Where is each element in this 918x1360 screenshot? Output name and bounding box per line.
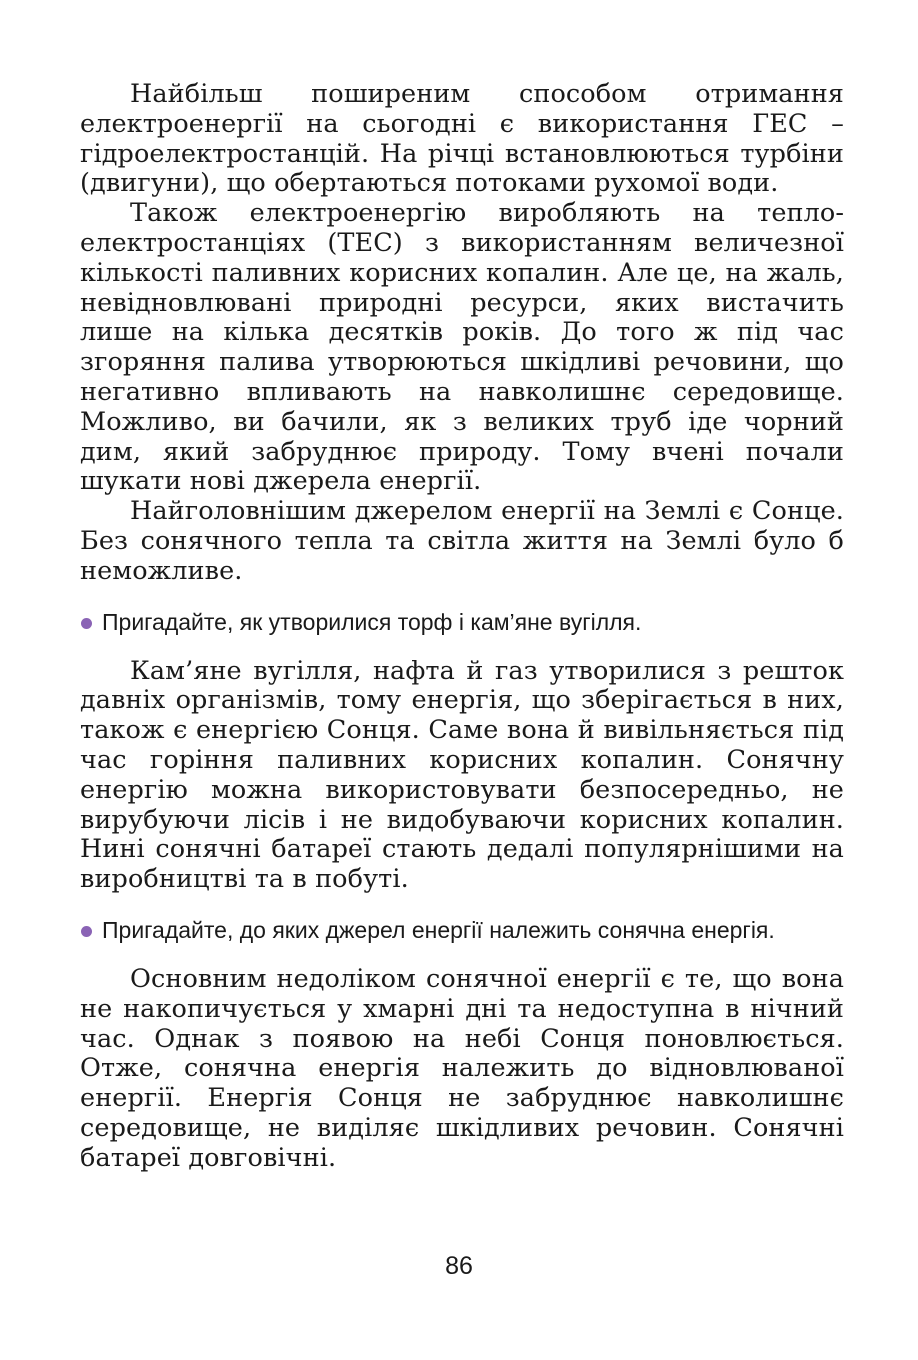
bullet-icon (81, 618, 92, 629)
paragraph-thermal: Також електроенергію виробляють на теплоелектростанціях (ТЕС) з використанням величезної кількості паливних корисних копалин. Але це, на жаль, невідновлювані природні ресурси, яких вистачить лише на кілька десятків років. До того ж під час згоряння палива утворюються шкідливі речовини, що негативно впливають на навколишнє середовище. Можливо, ви бачили, як з великих труб іде чорний дим, який забруднює природу. Тому вчені почали шукати нові джерела енергії. (80, 198, 844, 497)
paragraph-hydro: Найбільш поширеним способом отримання електроенергії на сьогодні є використання ГЕС – гідроелектростанцій. На річці встановлюються турбіни (двигуни), що обертаються потоками рухомої води. (80, 79, 844, 199)
question-text: Пригадайте, до яких джерел енергії належить сонячна енергія. (102, 916, 775, 943)
question-solar-source (80, 915, 844, 945)
page-number: 86 (445, 1252, 473, 1280)
paragraph-sun: Найголовнішим джерелом енергії на Землі є Сонце. Без сонячного тепла та світла життя на Землі було б неможливе. (80, 496, 844, 586)
paragraph-fossil: Кам’яне вугілля, нафта й газ утворилися з решток давніх організмів, тому енергія, що зберігається в них, також є енергією Сонця. Саме вона й вивільняється під час горіння паливних корисних копалин. Сонячну енергію можна використовувати безпосередньо, не вирубуючи лісів і не видобуваючи корисних копалин. Нині сонячні батареї стають дедалі популярнішими на виробництві та в побуті. (80, 655, 844, 895)
question-peat-coal (80, 607, 844, 637)
paragraph-solar-drawback: Основним недоліком сонячної енергії є те, що вона не накопичується у хмарні дні та недоступна в нічний час. Однак з появою на небі Сонця поновлюється. Отже, сонячна енергія належить до відновлюваної енергії. Енергія Сонця не забруднює навколишнє середовище, не виділяє шкідливих речовин. Сонячні батареї довговічні. (80, 963, 844, 1173)
question-text: Пригадайте, як утворилися торф і кам’яне вугілля. (102, 608, 642, 635)
page-content (80, 80, 844, 1174)
bullet-icon (81, 926, 92, 937)
